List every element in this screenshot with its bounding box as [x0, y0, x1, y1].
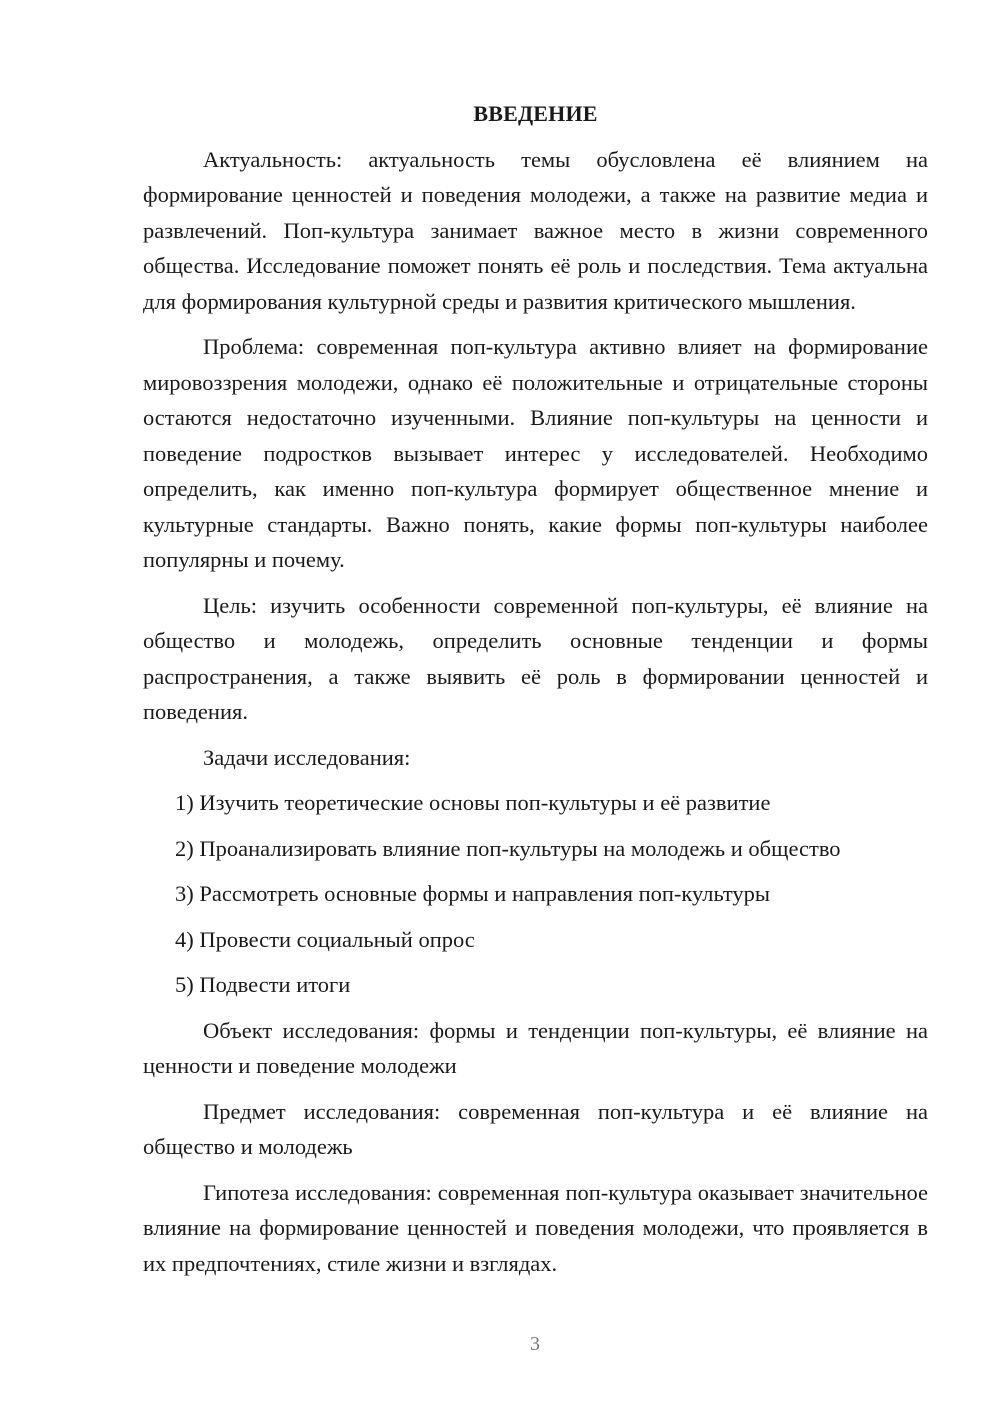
task-item-2: 2) Проанализировать влияние поп-культуры на молодежь и общество	[175, 835, 841, 861]
task-item-1: 1) Изучить теоретические основы поп-культуры и её развитие	[175, 790, 771, 815]
task-item-4: 4) Провести социальный опрос	[175, 926, 475, 952]
object-paragraph: Объект исследования: формы и тенденции поп-культуры, её влияние на ценности и поведение молодежи	[143, 1017, 928, 1078]
subject-paragraph: Предмет исследования: современная поп-культура и её влияние на общество и молодежь	[143, 1098, 928, 1159]
page-number: 3	[530, 1333, 540, 1355]
section-title: ВВЕДЕНИЕ	[473, 101, 598, 126]
task-item-5: 5) Подвести итоги	[175, 972, 351, 997]
tasks-heading: Задачи исследования:	[203, 744, 411, 770]
task-item-3: 3) Рассмотреть основные формы и направления поп-культуры	[175, 881, 771, 906]
goal-paragraph: Цель: изучить особенности современной поп-культуры, её влияние на общество и молодежь, определить основные тенденции и формы распространения, а также выявить её роль в формировании ценностей и поведения.	[143, 592, 928, 724]
task-list	[143, 785, 928, 1003]
hypothesis-paragraph: Гипотеза исследования: современная поп-культура оказывает значительное влияние на формирование ценностей и поведения молодежи, что проявляется в их предпочтениях, стиле жизни и взглядах.	[143, 1179, 928, 1276]
document-page	[143, 96, 928, 1291]
problem-paragraph: Проблема: современная поп-культура активно влияет на формирование мировоззрения молодежи, однако её положительные и отрицательные стороны остаются недостаточно изученными. Влияние поп-культуры на ценности и поведение подростков вызывает интерес у исследователей. Необходимо определить, как именно поп-культура формирует общественное мнение и культурные стандарты. Важно понять, какие формы поп-культуры наиболее популярны и почему.	[143, 334, 928, 572]
relevance-paragraph: Актуальность: актуальность темы обусловлена её влиянием на формирование ценностей и поведения молодежи, а также на развитие медиа и развлечений. Поп-культура занимает важное место в жизни современного общества. Исследование поможет понять её роль и последствия. Тема актуальна для формирования культурной среды и развития критического мышления.	[143, 146, 928, 314]
